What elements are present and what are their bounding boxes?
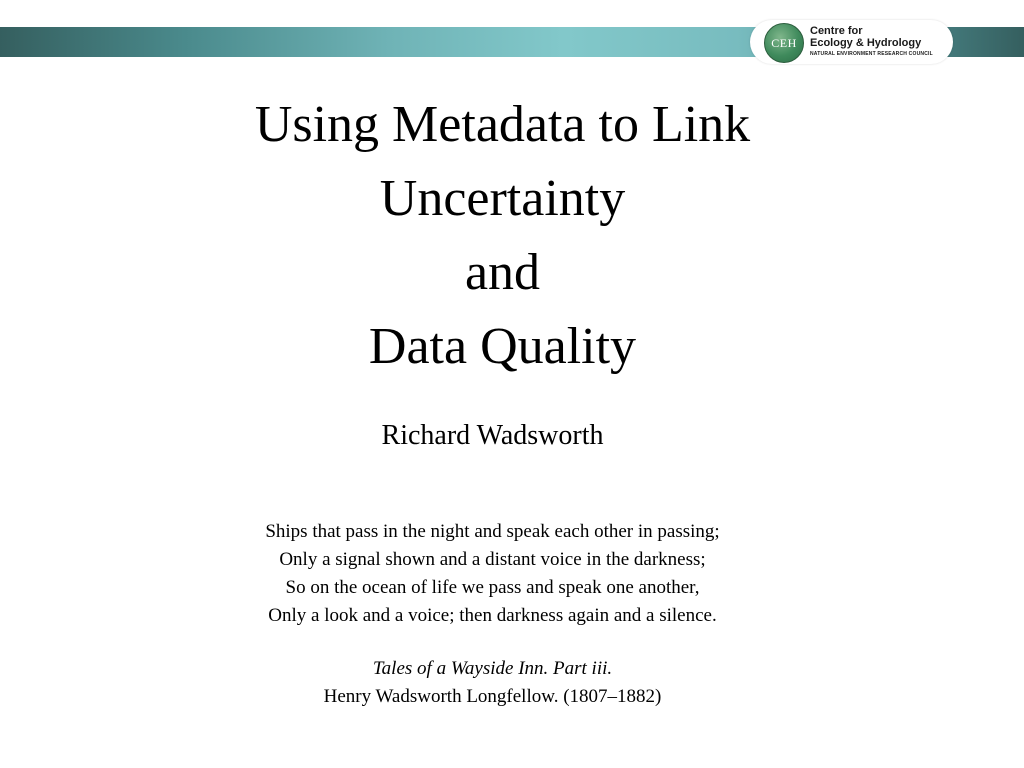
title-line-1: Using Metadata to Link [254, 96, 751, 153]
quote-citation [0, 655, 985, 711]
poem-line-3: So on the ocean of life we pass and speak one another, [285, 577, 700, 598]
logo-line-2: Ecology & Hydrology [810, 37, 922, 49]
poem-line-2: Only a signal shown and a distant voice in the darkness; [279, 549, 706, 570]
author-name: Richard Wadsworth [381, 420, 604, 451]
ceh-logo-icon [764, 23, 804, 63]
poem-quote [0, 518, 985, 630]
slide-title [0, 88, 1005, 384]
poem-line-1: Ships that pass in the night and speak each other in passing; [265, 521, 720, 542]
poem-line-4: Only a look and a voice; then darkness again and a silence. [268, 605, 717, 626]
title-line-2: Uncertainty [379, 170, 626, 227]
logo-monogram: CEH [771, 36, 797, 50]
title-line-3: and [464, 244, 541, 301]
citation-work: Tales of a Wayside Inn. Part iii. [372, 658, 613, 679]
logo-wordmark [810, 25, 933, 59]
citation-author: Henry Wadsworth Longfellow. (1807–1882) [323, 686, 662, 707]
logo-line-3: NATURAL ENVIRONMENT RESEARCH COUNCIL [810, 51, 933, 57]
title-line-4: Data Quality [368, 318, 637, 375]
logo-line-1: Centre for [810, 25, 863, 37]
